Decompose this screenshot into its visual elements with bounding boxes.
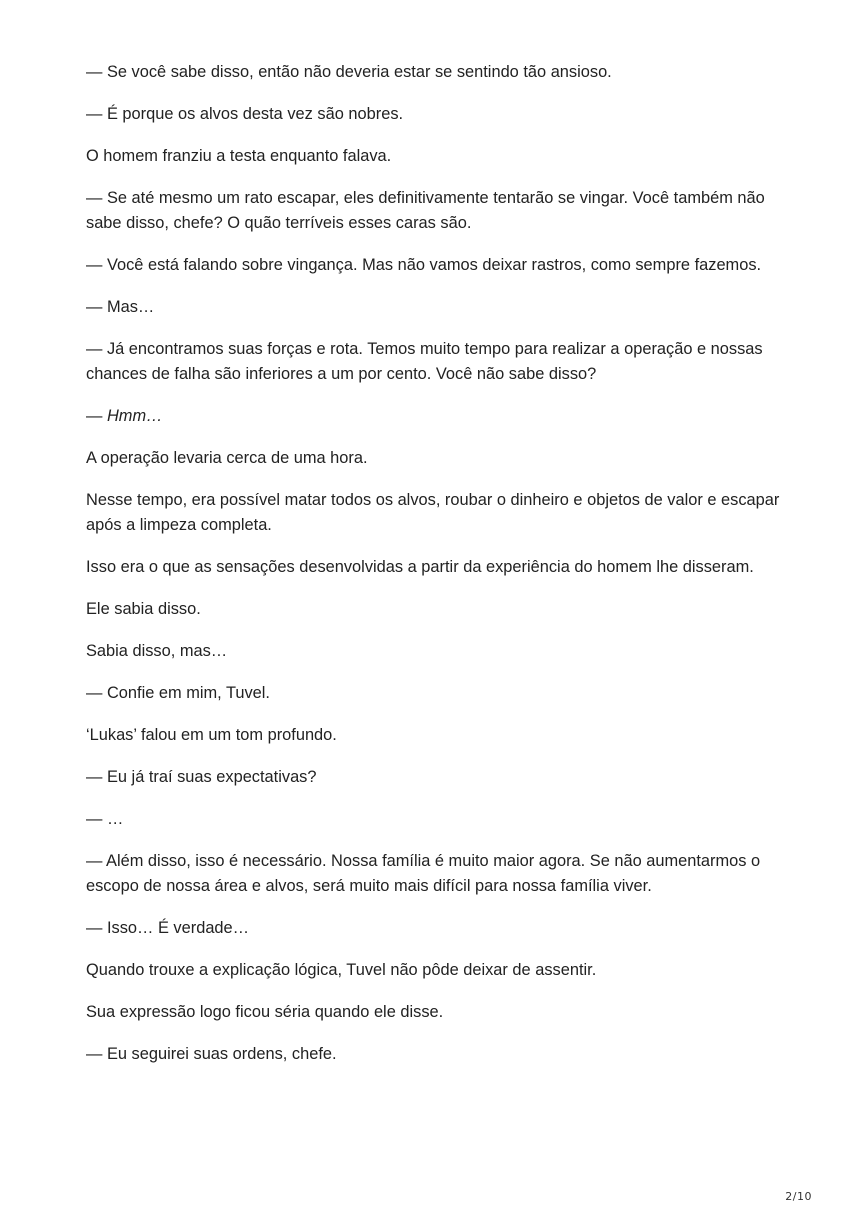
paragraph: — Você está falando sobre vingança. Mas não vamos deixar rastros, como sempre fazemos.	[86, 256, 762, 274]
paragraph: — Isso… É verdade…	[86, 919, 250, 937]
paragraph: — É porque os alvos desta vez são nobres.	[86, 105, 404, 123]
paragraph: — Mas…	[86, 298, 155, 316]
paragraph: A operação levaria cerca de uma hora.	[86, 449, 368, 467]
paragraph: — Confie em mim, Tuvel.	[86, 684, 270, 702]
paragraph: — Eu já traí suas expectativas?	[86, 768, 317, 786]
paragraph: Ele sabia disso.	[86, 600, 201, 618]
paragraph: — Se até mesmo um rato escapar, eles definitivamente tentarão se vingar. Você também não sabe disso, chefe? O quão terríveis esses caras são.	[86, 189, 765, 232]
paragraph: Sua expressão logo ficou séria quando ele disse.	[86, 1003, 444, 1021]
document-body	[86, 60, 786, 1084]
page-number: 2/10	[785, 1190, 812, 1203]
paragraph: Quando trouxe a explicação lógica, Tuvel não pôde deixar de assentir.	[86, 961, 597, 979]
paragraph: — Além disso, isso é necessário. Nossa família é muito maior agora. Se não aumentarmos o escopo de nossa área e alvos, será muito mais difícil para nossa família viver.	[86, 852, 761, 895]
paragraph: O homem franziu a testa enquanto falava.	[86, 147, 392, 165]
paragraph: Isso era o que as sensações desenvolvidas a partir da experiência do homem lhe disseram.	[86, 558, 754, 576]
paragraph: Nesse tempo, era possível matar todos os alvos, roubar o dinheiro e objetos de valor e escapar após a limpeza completa.	[86, 491, 780, 534]
paragraph: — …	[86, 810, 124, 828]
italic-text: Hmm…	[106, 407, 163, 425]
paragraph: — Eu seguirei suas ordens, chefe.	[86, 1045, 337, 1063]
paragraph: Sabia disso, mas…	[86, 642, 228, 660]
paragraph: — Já encontramos suas forças e rota. Temos muito tempo para realizar a operação e nossas chances de falha são inferiores a um por cento. Você não sabe disso?	[86, 340, 763, 383]
paragraph: ‘Lukas’ falou em um tom profundo.	[86, 726, 337, 744]
paragraph: — Hmm…	[86, 407, 163, 425]
paragraph: — Se você sabe disso, então não deveria estar se sentindo tão ansioso.	[86, 63, 612, 81]
